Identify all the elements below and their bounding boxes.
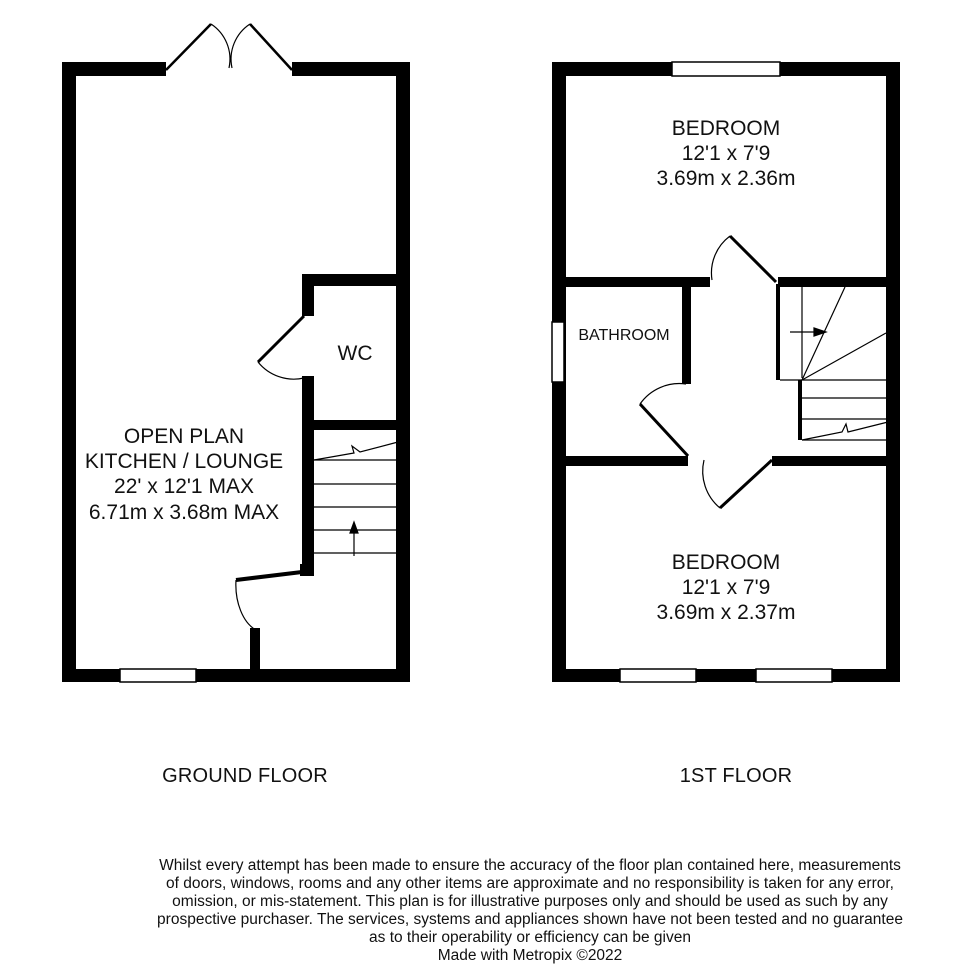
first-window-bottom-right [756, 669, 832, 682]
bedroom-top-label [616, 116, 836, 192]
wc-label: WC [337, 342, 373, 365]
disclaimer-line: of doors, windows, rooms and any other items are approximate and no responsibility is taken for any error, [165, 875, 894, 892]
credit-line: Made with Metropix ©2022 [437, 947, 623, 964]
bedroom-bottom-door [703, 460, 772, 508]
bedroom-top-name: BEDROOM [671, 117, 781, 140]
open-plan-metric: 6.71m x 3.68m MAX [88, 500, 280, 524]
wc-door [258, 316, 304, 379]
open-plan-line1: OPEN PLAN [123, 425, 245, 448]
first-window-bottom-left [620, 669, 696, 682]
entrance-door [236, 564, 314, 676]
disclaimer-text [100, 857, 960, 965]
bathroom-label: BATHROOM [578, 327, 670, 344]
bedroom-top-imperial: 12'1 x 7'9 [681, 142, 771, 166]
bedroom-top-metric: 3.69m x 2.36m [656, 167, 796, 191]
first-floor-label: 1ST FLOOR [679, 765, 793, 787]
first-window-top [672, 62, 780, 76]
ground-stairs [314, 442, 398, 556]
disclaimer-line: omission, or mis-statement. This plan is for illustrative purposes only and should be used as such by any [172, 893, 888, 910]
open-plan-imperial: 22' x 12'1 MAX [114, 475, 254, 499]
disclaimer-line: Whilst every attempt has been made to ensure the accuracy of the floor plan contained here, measurements [159, 857, 901, 874]
ground-window [120, 669, 196, 682]
first-stairs [780, 287, 888, 440]
bedroom-bottom-name: BEDROOM [671, 551, 781, 574]
french-doors [166, 24, 292, 70]
disclaimer-line: prospective purchaser. The services, systems and appliances shown have not been tested and no guarantee [157, 911, 903, 928]
first-interior-walls [564, 277, 888, 466]
bathroom-window [552, 322, 564, 382]
bedroom-top-door [711, 236, 776, 282]
disclaimer-line: as to their operability or efficiency can be given [369, 929, 691, 946]
open-plan-line2: KITCHEN / LOUNGE [84, 450, 284, 474]
bedroom-bottom-imperial: 12'1 x 7'9 [681, 576, 771, 600]
open-plan-room-label [68, 424, 300, 525]
ground-floor-label: GROUND FLOOR [162, 765, 328, 787]
bedroom-bottom-metric: 3.69m x 2.37m [656, 601, 796, 625]
bathroom-door [640, 384, 688, 456]
bedroom-bottom-label [616, 550, 836, 626]
